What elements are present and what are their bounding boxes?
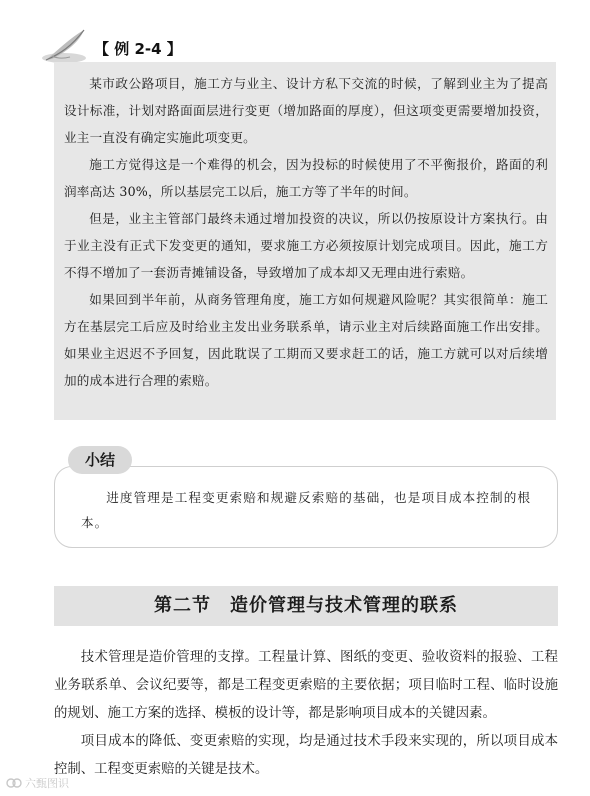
case-paragraph: 某市政公路项目，施工方与业主、设计方私下交流的时候，了解到业主为了提高设计标准，计划对路面面层进行变更（增加路面的厚度），但这项变更需要增加投资，业主一直没有确定实施此项变更。 [64,76,548,145]
body-text [54,644,558,784]
watermark-text: 六甄图识 [25,777,69,790]
section-title: 第二节 造价管理与技术管理的联系 [54,586,558,626]
watermark-logo-icon [6,777,22,789]
summary-text: 进度管理是工程变更索赔和规避反索赔的基础，也是项目成本控制的根本。 [81,490,531,530]
example-header [40,26,220,66]
case-paragraph: 施工方觉得这是一个难得的机会，因为投标的时候使用了不平衡报价，路面的利润率高达 30%，所以基层完工以后，施工方等了半年的时间。 [64,157,548,199]
body-paragraph: 技术管理是造价管理的支撑。工程量计算、图纸的变更、验收资料的报验、工程业务联系单、会议纪要等，都是工程变更索赔的主要依据；项目临时工程、临时设施的规划、施工方案的选择、模板的设计等，都是影响项目成本的关键因素。 [54,650,558,721]
case-study-box [54,62,556,420]
case-paragraph: 如果回到半年前，从商务管理角度，施工方如何规避风险呢？其实很简单：施工方在基层完工后应及时给业主发出业务联系单，请示业主对后续路面施工作出安排。如果业主迟迟不予回复，因此耽误了工期而又要求赶工的话，施工方就可以对后续增加的成本进行合理的索赔。 [64,292,548,388]
summary-tag: 小结 [68,446,132,474]
case-paragraph: 但是，业主主管部门最终未通过增加投资的决议，所以仍按原设计方案执行。由于业主没有正式下发变更的通知，要求施工方必须按原计划完成项目。因此，施工方不得不增加了一套沥青摊铺设备，导致增加了成本却又无理由进行索赔。 [64,211,548,280]
body-paragraph: 项目成本的降低、变更索赔的实现，均是通过技术手段来实现的，所以项目成本控制、工程变更索赔的关键是技术。 [54,734,558,777]
quill-icon [40,26,102,66]
example-label: 【 例 2-4 】 [94,40,182,58]
summary-box [54,466,558,548]
watermark [6,775,69,791]
